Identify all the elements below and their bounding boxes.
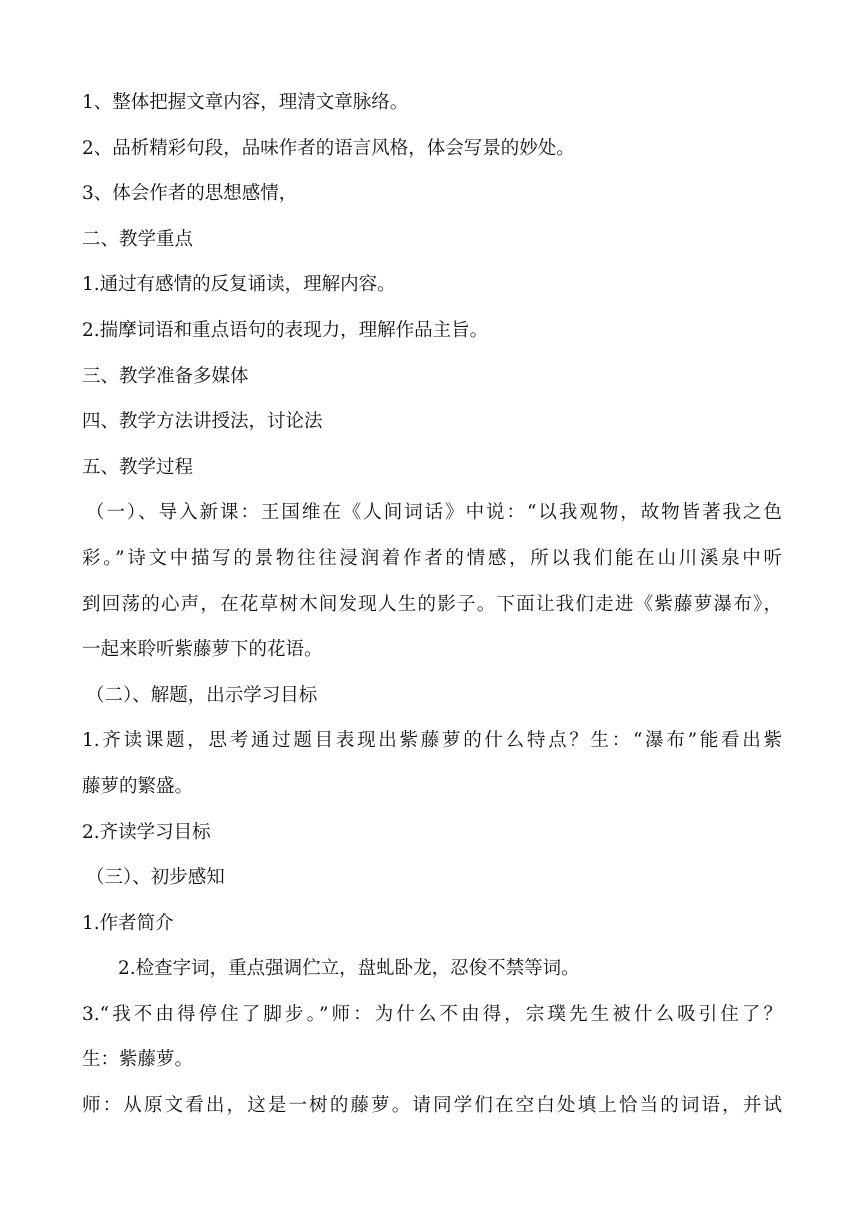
key-point-1: 1.通过有感情的反复诵读，理解内容。	[82, 274, 396, 296]
read-objectives: 2.齐读学习目标	[82, 821, 211, 843]
title-question-line-2: 藤萝的繁盛。	[82, 775, 194, 797]
objective-3: 3、体会作者的思想感情，	[82, 183, 298, 205]
subsection-heading-title: （二）、解题，出示学习目标	[86, 684, 318, 706]
key-point-2: 2.揣摩词语和重点语句的表现力，理解作品主旨。	[82, 319, 489, 341]
intro-paragraph-line-2: 彩。”诗文中描写的景物往往浸润着作者的情感，所以我们能在山川溪泉中听	[82, 547, 782, 569]
section-heading-methods: 四、教学方法讲授法，讨论法	[82, 411, 323, 433]
title-question-line-1: 1.齐读课题，思考通过题目表现出紫藤萝的什么特点？生：“瀑布”能看出紫	[82, 730, 782, 752]
check-vocabulary: 2.检查字词，重点强调伫立，盘虬卧龙，忍俊不禁等词。	[118, 958, 580, 980]
student-answer: 生：紫藤萝。	[82, 1049, 194, 1071]
objective-1: 1、整体把握文章内容，理清文章脉络。	[82, 92, 409, 113]
section-heading-preparation: 三、教学准备多媒体	[82, 365, 249, 387]
objective-2: 2、品析精彩句段，品味作者的语言风格，体会写景的妙处。	[82, 137, 575, 159]
section-heading-process: 五、教学过程	[82, 456, 194, 478]
document-page	[82, 80, 782, 1129]
subsection-heading-perception: （三）、初步感知	[86, 867, 225, 889]
question-stop-steps: 3.“我不由得停住了脚步。”师：为什么不由得，宗璞先生被什么吸引住了？	[82, 1003, 782, 1025]
intro-paragraph-line-3: 到回荡的心声，在花草树木间发现人生的影子。下面让我们走进《紫藤萝瀑布》，	[82, 593, 782, 615]
intro-paragraph-line-1: （一）、导入新课：王国维在《人间词话》中说：“以我观物，故物皆著我之色	[86, 502, 782, 524]
intro-paragraph-line-4: 一起来聆听紫藤萝下的花语。	[82, 639, 323, 661]
author-intro: 1.作者简介	[82, 912, 174, 934]
section-heading-key-points: 二、教学重点	[82, 228, 194, 250]
teacher-instruction: 师：从原文看出，这是一树的藤萝。请同学们在空白处填上恰当的词语，并试	[82, 1095, 782, 1117]
